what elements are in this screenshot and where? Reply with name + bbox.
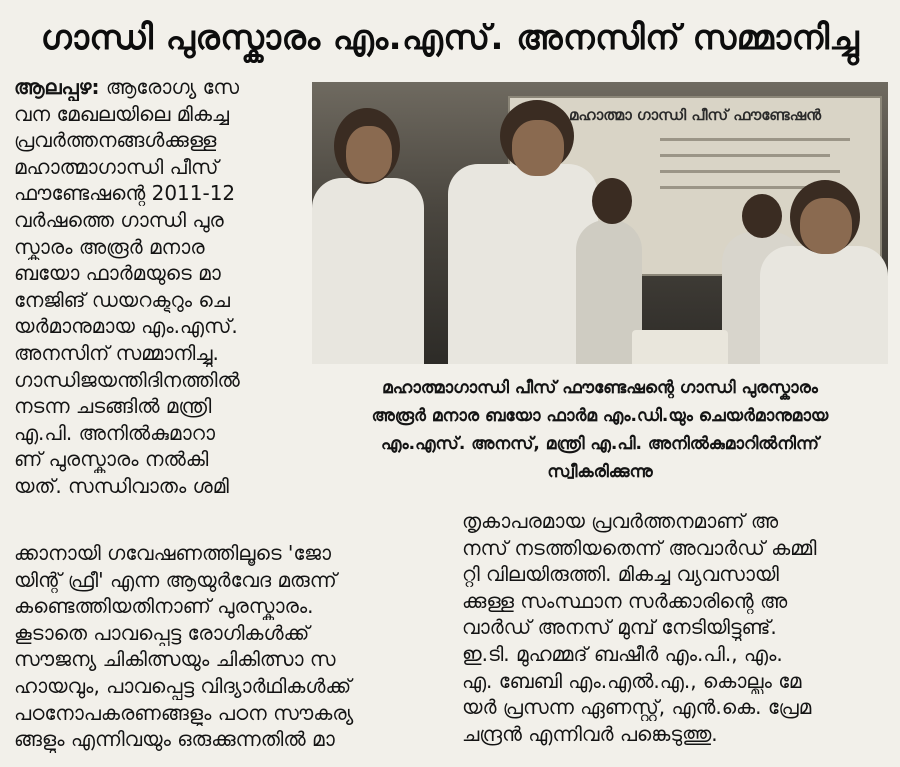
- article-line: ഹായവും, പാവപ്പെട്ട വിദ്യാർഥികൾക്ക്: [14, 673, 352, 698]
- article-line: നസ് നടത്തിയതെന്ന് അവാർഡ് കമ്മി: [462, 535, 817, 560]
- article-line-text: ആരോഗ്യ സേ: [105, 75, 240, 99]
- article-line: നടന്ന ചടങ്ങിൽ മന്ത്രി: [14, 394, 212, 419]
- photo-caption: [312, 374, 888, 492]
- banner-text-line: [660, 138, 850, 141]
- banner-text-line: [660, 186, 810, 189]
- article-left-column: [14, 74, 304, 500]
- caption-line: അരൂർ മനാര ബയോ ഫാർമ എം.ഡി.യും ചെയർമാനുമായ: [371, 406, 829, 426]
- article-line: വന മേഖലയിലെ മികച്ച: [14, 101, 230, 126]
- article-line: അനസിന് സമ്മാനിച്ചു.: [14, 340, 219, 365]
- article-line: സ്കാരം അരൂർ മനാര: [14, 234, 205, 259]
- article-line: യർമാനുമായ എം.എസ്.: [14, 314, 238, 339]
- news-photo: [312, 82, 888, 364]
- article-line: എ. ബേബി എം.എൽ.എ., കൊല്ലം മേ: [462, 668, 802, 693]
- article-line: കൂടാതെ പാവപ്പെട്ട രോഗികൾക്ക്: [14, 620, 310, 645]
- banner-text-line: [660, 170, 840, 173]
- article-line: എ.പി. അനിൽകുമാറാ: [14, 420, 215, 445]
- article-line: ങ്ങളും എന്നിവയും ഒരുക്കുന്നതിൽ മാ: [14, 727, 335, 752]
- article-line: സൗജന്യ ചികിത്സയും ചികിത്സാ സ: [14, 647, 336, 672]
- article-line: മഹാത്മാഗാന്ധി പീസ്: [14, 154, 219, 179]
- article-line: ഫൗണ്ടേഷന്റെ 2011-12: [14, 181, 236, 206]
- article-bottom-right-column: [462, 508, 890, 747]
- article-line: ക്കുള്ള സംസ്ഥാന സർക്കാരിന്റെ അ: [462, 588, 788, 613]
- article-line: ഇ.ടി. മുഹമ്മദ് ബഷീർ എം.പി., എം.: [462, 641, 783, 666]
- article-line: വാർഡ് അനസ് മുമ്പ് നേടിയിട്ടുണ്ട്.: [462, 615, 777, 640]
- dateline: ആലപ്പുഴ:: [14, 75, 100, 99]
- article-line: ബയോ ഫാർമയുടെ മാ: [14, 261, 221, 286]
- article-line: പഠനോപകരണങ്ങളും പഠന സൗകര്യ: [14, 700, 354, 725]
- article-bottom-left-column: [14, 540, 446, 753]
- headline: ഗാന്ധി പുരസ്കാരം എം.എസ്. അനസിന് സമ്മാനിച്ചു: [40, 18, 860, 58]
- article-line: തൃകാപരമായ പ്രവർത്തനമാണ് അ: [462, 509, 779, 533]
- award-certificate: [632, 330, 728, 364]
- article-line: ണ് പുരസ്കാരം നൽകി: [14, 447, 209, 472]
- caption-line: സ്വീകരിക്കുന്നു: [547, 462, 653, 482]
- caption-line: എം.എസ്. അനസ്, മന്ത്രി എ.പി. അനിൽകുമാറിൽനിന്ന്: [381, 434, 819, 454]
- article-line: [14, 74, 304, 101]
- article-line: യിന്റ് ഫ്രീ' എന്ന ആയുർവേദ മരുന്ന്: [14, 567, 337, 592]
- article-line: ഗാന്ധിജയന്തിദിനത്തിൽ: [14, 367, 240, 392]
- article-line: നേജിങ് ഡയറക്ടറും ചെ: [14, 287, 230, 312]
- article-line: യർ പ്രസന്ന ഏണസ്റ്റ്, എൻ.കെ. പ്രേമ: [462, 695, 812, 720]
- article-line: റ്റി വിലയിരുത്തി. മികച്ച വ്യവസായി: [462, 562, 779, 587]
- article-line: വർഷത്തെ ഗാന്ധി പുര: [14, 207, 224, 232]
- article-line: ക്കാനായി ഗവേഷണത്തിലൂടെ 'ജോ: [14, 541, 332, 565]
- banner-text-line: [660, 154, 830, 157]
- article-line: യത്. സന്ധിവാതം ശമി: [14, 473, 229, 498]
- article-line: ചന്ദ്രൻ എന്നിവർ പങ്കെടുത്തു.: [462, 721, 718, 746]
- banner-title: മഹാത്മാ ഗാന്ധി പീസ് ഫൗണ്ടേഷൻ: [569, 106, 821, 124]
- caption-line: മഹാത്മാഗാന്ധി പീസ് ഫൗണ്ടേഷന്റെ ഗാന്ധി പുരസ്കാരം: [382, 378, 818, 398]
- article-line: പ്രവർത്തനങ്ങൾക്കുള്ള: [14, 128, 217, 153]
- article-line: കണ്ടെത്തിയതിനാണ് പുരസ്കാരം.: [14, 594, 314, 619]
